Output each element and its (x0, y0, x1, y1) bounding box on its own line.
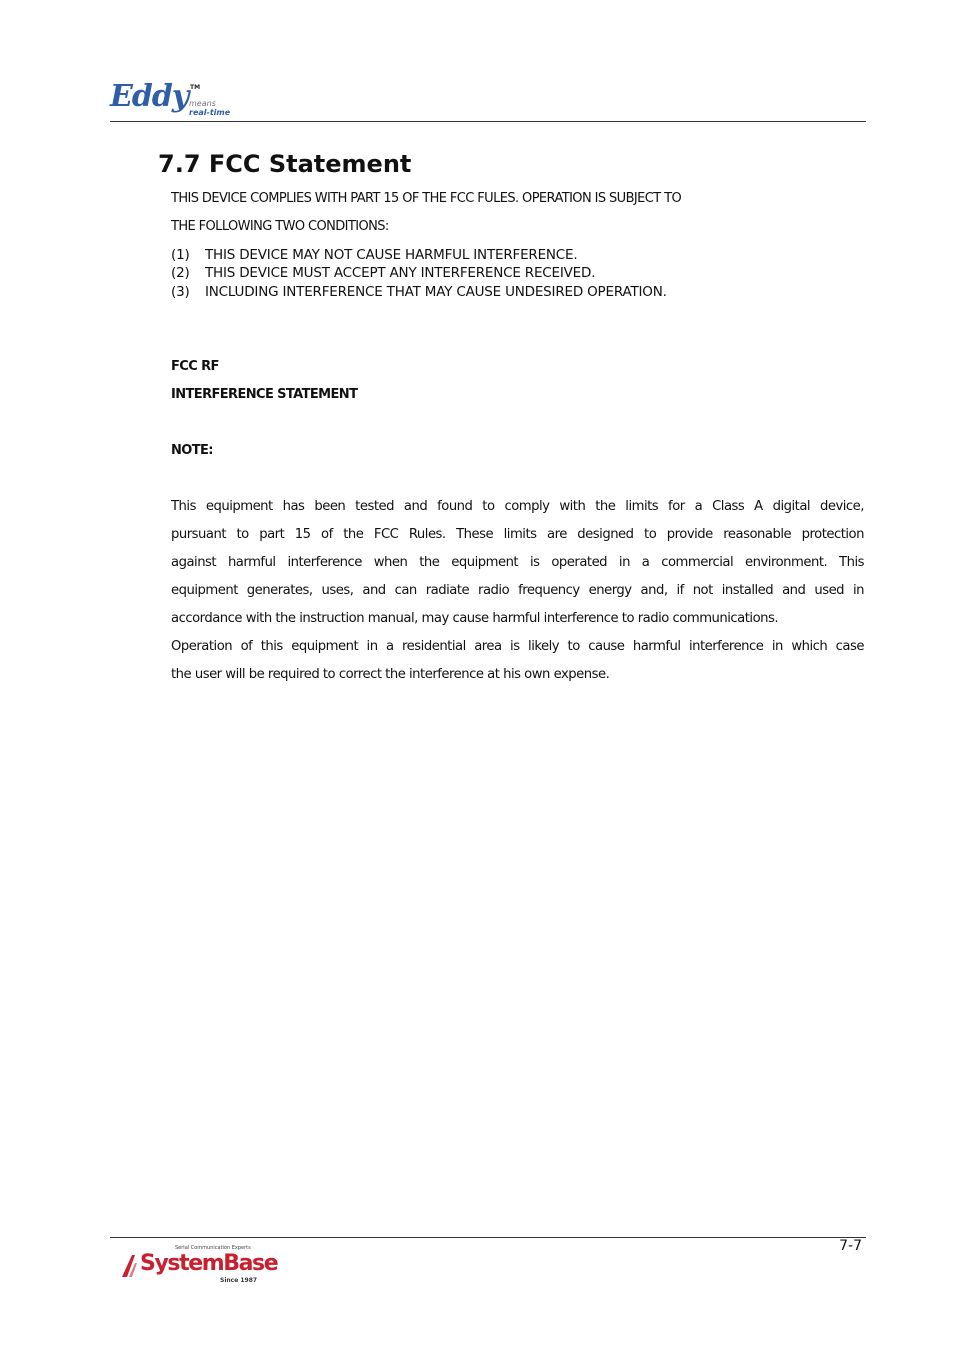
paragraph-line: pursuant to part 15 of the FCC Rules. These limits are designed to provide reasonable protection (171, 527, 864, 542)
condition-item-3 (171, 283, 667, 301)
rf-heading-2: INTERFERENCE STATEMENT (171, 387, 358, 402)
condition-text: INCLUDING INTERFERENCE THAT MAY CAUSE UNDESIRED OPERATION. (205, 284, 667, 300)
condition-item-2 (171, 264, 595, 282)
intro-line-1: THIS DEVICE COMPLIES WITH PART 15 OF THE FCC FULES. OPERATION IS SUBJECT TO (171, 191, 682, 206)
body-paragraph-2 (171, 633, 864, 689)
page-number: 7-7 (839, 1238, 862, 1254)
paragraph-line: against harmful interference when the equipment is operated in a commercial environment. This (171, 555, 864, 570)
condition-number: (3) (171, 284, 190, 300)
eddy-logo-text: Eddy (110, 79, 189, 114)
condition-number: (1) (171, 247, 190, 263)
systembase-logo-text: SystemBase (140, 1251, 278, 1276)
paragraph-line: This equipment has been tested and found to comply with the limits for a Class A digital device, (171, 499, 864, 514)
condition-text: THIS DEVICE MUST ACCEPT ANY INTERFERENCE RECEIVED. (205, 265, 596, 281)
condition-text: THIS DEVICE MAY NOT CAUSE HARMFUL INTERFERENCE. (205, 247, 578, 263)
eddy-logo-tm: TM (190, 84, 201, 91)
footer-rule (110, 1237, 866, 1238)
eddy-logo-means: means (189, 99, 216, 108)
intro-line-2: THE FOLLOWING TWO CONDITIONS: (171, 219, 389, 234)
paragraph-line: equipment generates, uses, and can radiate radio frequency energy and, if not installed and used in (171, 583, 864, 598)
body-paragraph-1 (171, 493, 864, 633)
eddy-logo-realtime: real-time (189, 108, 231, 117)
paragraph-line: Operation of this equipment in a residential area is likely to cause harmful interference in which case (171, 639, 864, 654)
systembase-since: Since 1987 (220, 1277, 258, 1284)
section-title: 7.7 FCC Statement (158, 150, 412, 178)
systembase-logo (120, 1244, 278, 1286)
eddy-logo (110, 80, 250, 120)
paragraph-line: accordance with the instruction manual, may cause harmful interference to radio communications. (171, 611, 779, 626)
condition-item-1 (171, 246, 577, 264)
paragraph-line: the user will be required to correct the interference at his own expense. (171, 667, 610, 682)
condition-number: (2) (171, 265, 190, 281)
systembase-tagline: Serial Communication Experts (175, 1245, 251, 1251)
rf-heading-1: FCC RF (171, 359, 219, 374)
header-rule (110, 121, 866, 122)
note-heading: NOTE: (171, 443, 213, 458)
